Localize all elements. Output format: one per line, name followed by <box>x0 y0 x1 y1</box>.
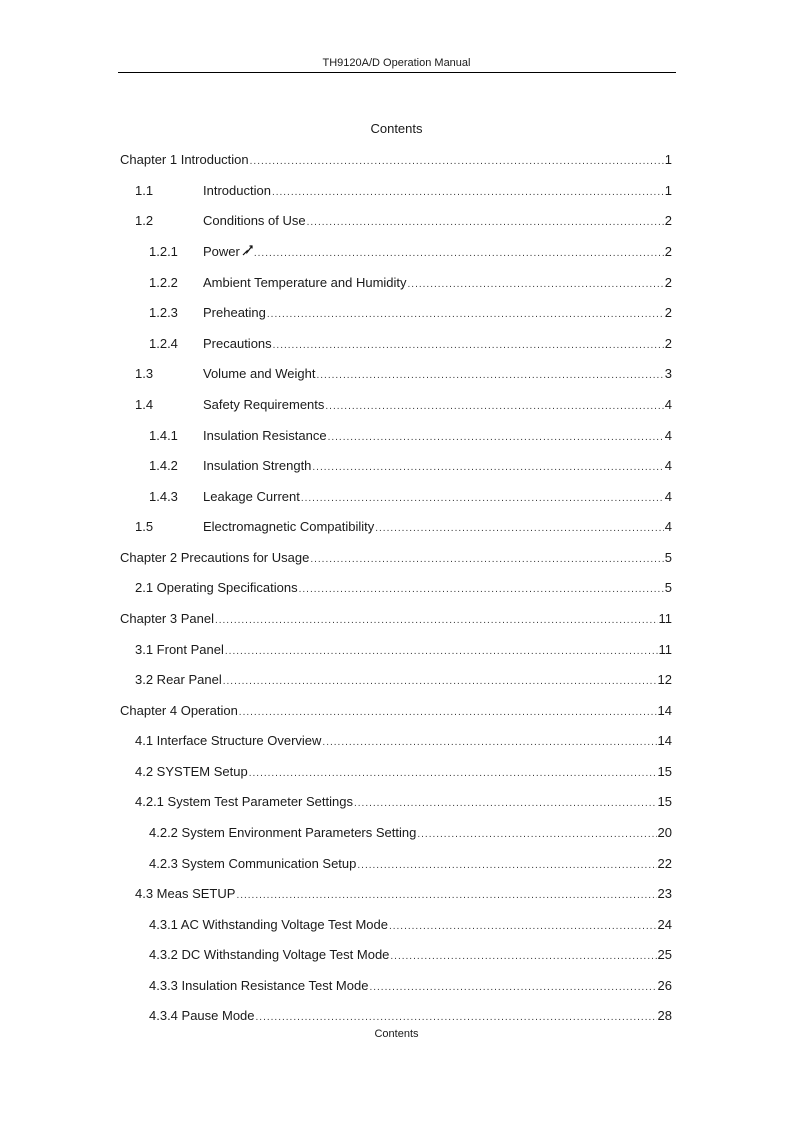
toc-leader <box>236 887 656 905</box>
toc-entry-text: Electromagnetic Compatibility <box>203 519 375 534</box>
toc-entry-text: 3.1 Front Panel <box>135 642 224 657</box>
toc-leader <box>215 612 658 630</box>
toc-entry-4-2-1[interactable] <box>135 793 672 811</box>
toc-entry-1-1[interactable] <box>135 182 672 200</box>
toc-entry-number: 1.1 <box>135 183 154 198</box>
toc-entry-1-3[interactable] <box>135 365 672 383</box>
toc-entry-text: Insulation Resistance <box>203 428 327 443</box>
toc-entry-page: 3 <box>664 366 672 381</box>
toc-entry-page: 2 <box>664 275 672 290</box>
toc-leader <box>223 673 657 691</box>
toc-entry-page: 1 <box>664 183 672 198</box>
toc-entry-text: 4.2 SYSTEM Setup <box>135 764 248 779</box>
toc-entry-text: 4.1 Interface Structure Overview <box>135 733 322 748</box>
toc-entry-1-4-3[interactable] <box>149 488 672 506</box>
toc-entry-text: 3.2 Rear Panel <box>135 672 222 687</box>
toc-leader <box>357 857 656 875</box>
toc-entry-text: 4.2.3 System Communication Setup <box>149 856 357 871</box>
toc-entry-text: Preheating <box>203 305 266 320</box>
toc-entry-text: 4.2.1 System Test Parameter Settings <box>135 794 353 809</box>
toc-entry-page: 15 <box>657 764 672 779</box>
toc-entry-text: Safety Requirements <box>203 397 325 412</box>
toc-leader <box>273 337 664 355</box>
toc-leader <box>267 306 664 324</box>
toc-leader <box>254 245 664 263</box>
toc-leader <box>250 153 664 171</box>
toc-entry-page: 11 <box>658 611 672 626</box>
toc-entry-number: 1.4.2 <box>149 458 178 473</box>
toc-entry-page: 23 <box>657 886 672 901</box>
toc-entry-text: 4.3.1 AC Withstanding Voltage Test Mode <box>149 917 388 932</box>
toc-entry-4-3-3[interactable] <box>149 977 672 995</box>
toc-entry-text: 4.3.4 Pause Mode <box>149 1008 255 1023</box>
toc-entry-1-2-2[interactable] <box>149 274 672 292</box>
toc-entry-page: 2 <box>664 305 672 320</box>
toc-entry-text: Volume and Weight <box>203 366 316 381</box>
toc-entry-page: 11 <box>658 642 672 657</box>
toc-entry-page: 4 <box>664 428 672 443</box>
toc-entry-1-4-1[interactable] <box>149 427 672 445</box>
toc-entry-1-5[interactable] <box>135 518 672 536</box>
toc-entry-text: 4.3.2 DC Withstanding Voltage Test Mode <box>149 947 390 962</box>
toc-entry-page: 2 <box>664 336 672 351</box>
toc-entry-number: 1.5 <box>135 519 154 534</box>
toc-entry-page: 22 <box>657 856 672 871</box>
toc-entry-page: 28 <box>657 1008 672 1023</box>
toc-leader <box>408 276 664 294</box>
toc-leader <box>239 704 657 722</box>
toc-leader <box>417 826 656 844</box>
toc-leader <box>369 979 656 997</box>
toc-entry-1-2[interactable] <box>135 212 672 230</box>
toc-entry-1-4[interactable] <box>135 396 672 414</box>
toc-leader <box>249 765 657 783</box>
toc-entry-text: 2.1 Operating Specifications <box>135 580 298 595</box>
toc-entry-4-3-1[interactable] <box>149 916 672 934</box>
toc-leader <box>354 795 657 813</box>
toc-entry-text: Chapter 4 Operation <box>120 703 238 718</box>
toc-entry-number: 1.2 <box>135 213 154 228</box>
toc-entry-page: 4 <box>664 489 672 504</box>
toc-entry-text: Chapter 2 Precautions for Usage <box>120 550 310 565</box>
toc-entry-number: 1.4.3 <box>149 489 178 504</box>
toc-entry-number: 1.3 <box>135 366 154 381</box>
toc-entry-text: Chapter 1 Introduction <box>120 152 249 167</box>
running-header: TH9120A/D Operation Manual <box>322 57 471 69</box>
toc-leader <box>301 490 664 508</box>
toc-entry-2-1[interactable] <box>135 579 672 597</box>
toc-leader <box>390 948 656 966</box>
toc-entry-page: 14 <box>657 703 672 718</box>
toc-entry-4-3[interactable] <box>135 885 672 903</box>
toc-entry-page: 4 <box>664 519 672 534</box>
toc-entry-chapter-2[interactable] <box>120 549 672 567</box>
page-title: Contents <box>370 121 423 136</box>
toc-entry-page: 26 <box>657 978 672 993</box>
toc-entry-number: 1.2.4 <box>149 336 178 351</box>
toc-entry-text: Ambient Temperature and Humidity <box>203 275 407 290</box>
toc-leader <box>312 459 663 477</box>
toc-entry-page: 25 <box>657 947 672 962</box>
toc-entry-text: Chapter 3 Panel <box>120 611 214 626</box>
toc-entry-chapter-4[interactable] <box>120 702 672 720</box>
toc-entry-1-2-4[interactable] <box>149 335 672 353</box>
toc-leader <box>299 581 664 599</box>
toc-entry-number: 1.2.3 <box>149 305 178 320</box>
toc-leader <box>307 214 664 232</box>
toc-entry-page: 2 <box>664 244 672 259</box>
toc-entry-page: 5 <box>664 550 672 565</box>
toc-entry-number: 1.2.1 <box>149 244 178 259</box>
toc-leader <box>225 643 658 661</box>
toc-entry-4-3-2[interactable] <box>149 946 672 964</box>
toc-entry-page: 15 <box>657 794 672 809</box>
toc-entry-text: Leakage Current <box>203 489 300 504</box>
toc-entry-page: 5 <box>664 580 672 595</box>
toc-entry-text: 4.2.2 System Environment Parameters Setting <box>149 825 417 840</box>
toc-entry-4-3-4[interactable] <box>149 1007 672 1025</box>
toc-entry-3-2[interactable] <box>135 671 672 689</box>
toc-entry-page: 20 <box>657 825 672 840</box>
toc-leader <box>375 520 664 538</box>
power-symbol-icon <box>242 243 253 254</box>
toc-entry-number: 1.4.1 <box>149 428 178 443</box>
toc-entry-4-2-2[interactable] <box>149 824 672 842</box>
toc-entry-text: 4.3.3 Insulation Resistance Test Mode <box>149 978 369 993</box>
toc-entry-text: Introduction <box>203 183 271 198</box>
toc-entry-page: 14 <box>657 733 672 748</box>
toc-entry-3-1[interactable] <box>135 641 672 659</box>
toc-entry-1-2-1[interactable] <box>149 243 672 261</box>
toc-entry-text: Conditions of Use <box>203 213 306 228</box>
toc-leader <box>256 1009 657 1027</box>
page-footer: Contents <box>374 1028 419 1040</box>
toc-entry-page: 24 <box>657 917 672 932</box>
toc-entry-text: Power <box>203 244 240 259</box>
toc-leader <box>328 429 664 447</box>
toc-entry-1-2-3[interactable] <box>149 304 672 322</box>
toc-entry-page: 12 <box>657 672 672 687</box>
toc-entry-page: 1 <box>664 152 672 167</box>
toc-entry-1-4-2[interactable] <box>149 457 672 475</box>
toc-entry-4-1[interactable] <box>135 732 672 750</box>
toc-entry-number: 1.2.2 <box>149 275 178 290</box>
toc-entry-text: Insulation Strength <box>203 458 312 473</box>
toc-entry-page: 2 <box>664 213 672 228</box>
toc-entry-chapter-3[interactable] <box>120 610 672 628</box>
toc-entry-4-2[interactable] <box>135 763 672 781</box>
toc-entry-chapter-1[interactable] <box>120 151 672 169</box>
toc-leader <box>389 918 657 936</box>
toc-entry-4-2-3[interactable] <box>149 855 672 873</box>
toc-leader <box>310 551 663 569</box>
toc-leader <box>325 398 663 416</box>
toc-leader <box>272 184 664 202</box>
toc-entry-page: 4 <box>664 397 672 412</box>
toc-leader <box>317 367 664 385</box>
toc-entry-text: 4.3 Meas SETUP <box>135 886 236 901</box>
toc-entry-page: 4 <box>664 458 672 473</box>
toc-entry-text: Precautions <box>203 336 272 351</box>
toc-entry-number: 1.4 <box>135 397 154 412</box>
toc-leader <box>322 734 656 752</box>
